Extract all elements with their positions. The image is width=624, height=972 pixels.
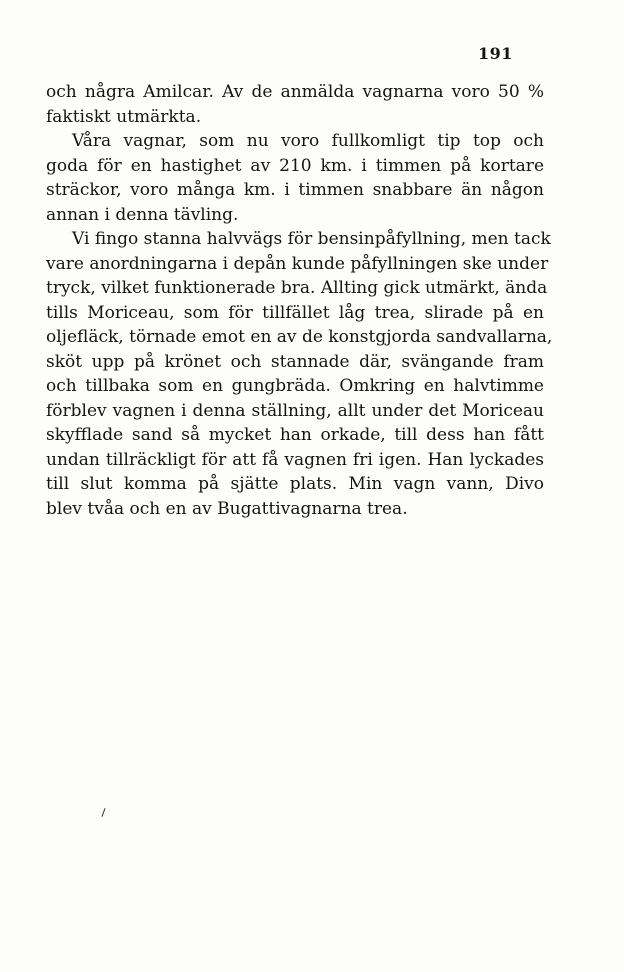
text-line: och några Amilcar. Av de anmälda vagnarna voro 50 % bbox=[46, 82, 544, 102]
page-number: 191 bbox=[478, 44, 513, 63]
text-line: och tillbaka som en gungbräda. Omkring en halvtimme bbox=[46, 376, 544, 396]
text-line: vare anordningarna i depån kunde påfyllningen ske under bbox=[46, 253, 549, 274]
text-line: oljefläck, törnade emot en av de konstgjorda sandvallarna, bbox=[46, 327, 553, 347]
text-line: annan i denna tävling. bbox=[46, 204, 239, 225]
text-line: goda för en hastighet av 210 km. i timmen på kortare bbox=[46, 155, 544, 176]
text-line: förblev vagnen i denna ställning, allt under det Moriceau bbox=[46, 400, 544, 421]
text-line: sköt upp på krönet och stannade där, svängande fram bbox=[46, 351, 544, 372]
text-line: Vi fingo stanna halvvägs för bensinpåfyllning, men tack bbox=[72, 229, 551, 249]
text-line: skyfflade sand så mycket han orkade, till dess han fått bbox=[46, 425, 544, 445]
text-line: blev tvåa och en av Bugattivagnarna trea. bbox=[46, 498, 408, 519]
text-line: faktiskt utmärkta. bbox=[46, 106, 202, 127]
body-text bbox=[46, 80, 553, 521]
text-line: till slut komma på sjätte plats. Min vagn vann, Divo bbox=[46, 474, 544, 494]
text-line: sträckor, voro många km. i timmen snabbare än någon bbox=[46, 180, 544, 200]
text-line: tills Moriceau, som för tillfället låg trea, slirade på en bbox=[46, 302, 544, 323]
text-line: undan tillräckligt för att få vagnen fri igen. Han lyckades bbox=[46, 449, 544, 470]
scan-speck bbox=[101, 808, 105, 817]
text-line: tryck, vilket funktionerade bra. Allting gick utmärkt, ända bbox=[46, 278, 548, 298]
text-line: Våra vagnar, som nu voro fullkomligt tip top och bbox=[72, 131, 544, 151]
